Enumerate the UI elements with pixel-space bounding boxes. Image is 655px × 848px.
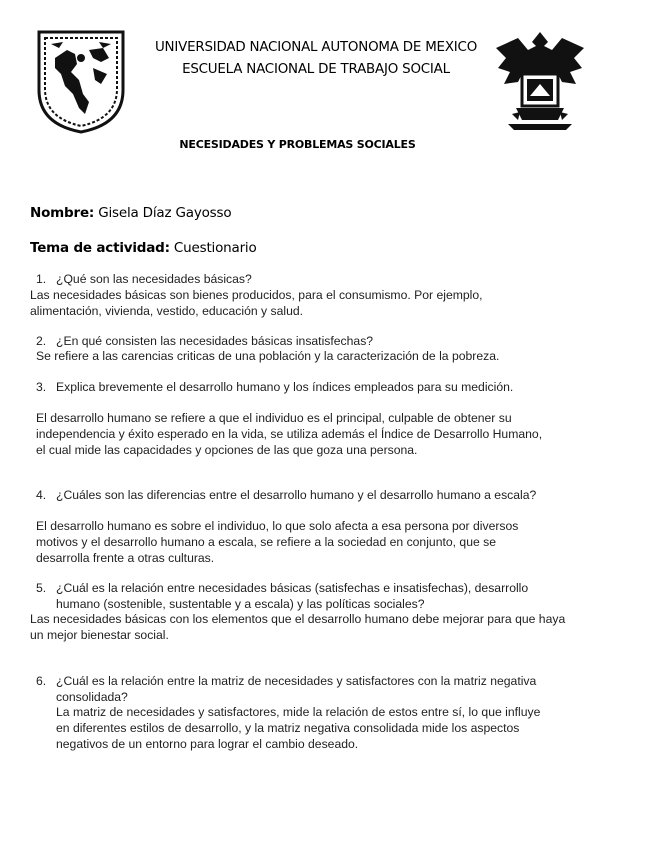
question-3 [36,379,534,395]
topic-field [30,240,257,256]
question-number: 5. [36,581,47,595]
question-number: 3. [36,380,47,394]
question-2 [36,333,556,349]
topic-label: Tema de actividad: [30,240,170,256]
answer-1: Las necesidades básicas son bienes producidos, para el consumismo. Por ejemplo, alimentación, vivienda, vestido, educación y salud. [30,288,483,318]
question-number: 6. [36,674,47,688]
answer-4: El desarrollo humano es sobre el individuo, lo que solo afecta a esa persona por diversos motivos y el desarrollo humano a escala, se refiere a la sociedad en conjunto, que se desarrolla frente a otras culturas. [36,519,519,565]
subject-title: NECESIDADES Y PROBLEMAS SOCIALES [179,138,416,151]
university-name: UNIVERSIDAD NACIONAL AUTONOMA DE MEXICO [154,40,478,55]
question-4 [36,487,566,503]
answer-3: El desarrollo humano se refiere a que el individuo es el principal, culpable de obtener su independencia y éxito esperado en la vida, se utiliza además el Índice de Desarrollo Humano, el cual mide las capacidades y opciones de las que goza una persona. [36,411,543,457]
answer-5: Las necesidades básicas con los elementos que el desarrollo humano debe mejorar para que haya un mejor bienestar social. [30,612,566,642]
name-label: Nombre: [30,205,95,221]
question-text: ¿Qué son las necesidades básicas? [56,272,252,286]
question-text: Explica brevemente el desarrollo humano y los índices empleados para su medición. [56,380,514,394]
question-6 [36,673,566,705]
answer-6: La matriz de necesidades y satisfactores, mide la relación de estos entre sí, lo que influye en diferentes estilos de desarrollo, y la matriz negativa consolidada mide los aspectos negativos de un entorno para lograr el cambio deseado. [56,705,541,751]
question-text: ¿Cuál es la relación entre la matriz de necesidades y satisfactores con la matriz negativa consolidada? [56,674,537,704]
unam-crest-icon [33,28,129,134]
question-number: 4. [36,488,47,502]
question-1 [36,271,556,287]
question-number: 2. [36,334,47,348]
question-text: ¿En qué consisten las necesidades básicas insatisfechas? [56,334,374,348]
topic-value: Cuestionario [173,240,257,256]
name-field [30,205,231,221]
name-value: Gisela Díaz Gayosso [98,205,232,221]
question-5 [36,580,566,612]
ents-eagle-crest-icon [492,28,588,134]
question-text: ¿Cuáles son las diferencias entre el desarrollo humano y el desarrollo humano a escala? [56,488,537,502]
school-name: ESCUELA NACIONAL DE TRABAJO SOCIAL [182,62,450,77]
answer-2: Se refiere a las carencias criticas de una población y la caracterización de la pobreza. [36,349,500,363]
question-text: ¿Cuál es la relación entre necesidades básicas (satisfechas e insatisfechas), desarrollo humano (sostenible, sustentable y a escala) y las políticas sociales? [56,581,529,611]
question-number: 1. [36,272,47,286]
